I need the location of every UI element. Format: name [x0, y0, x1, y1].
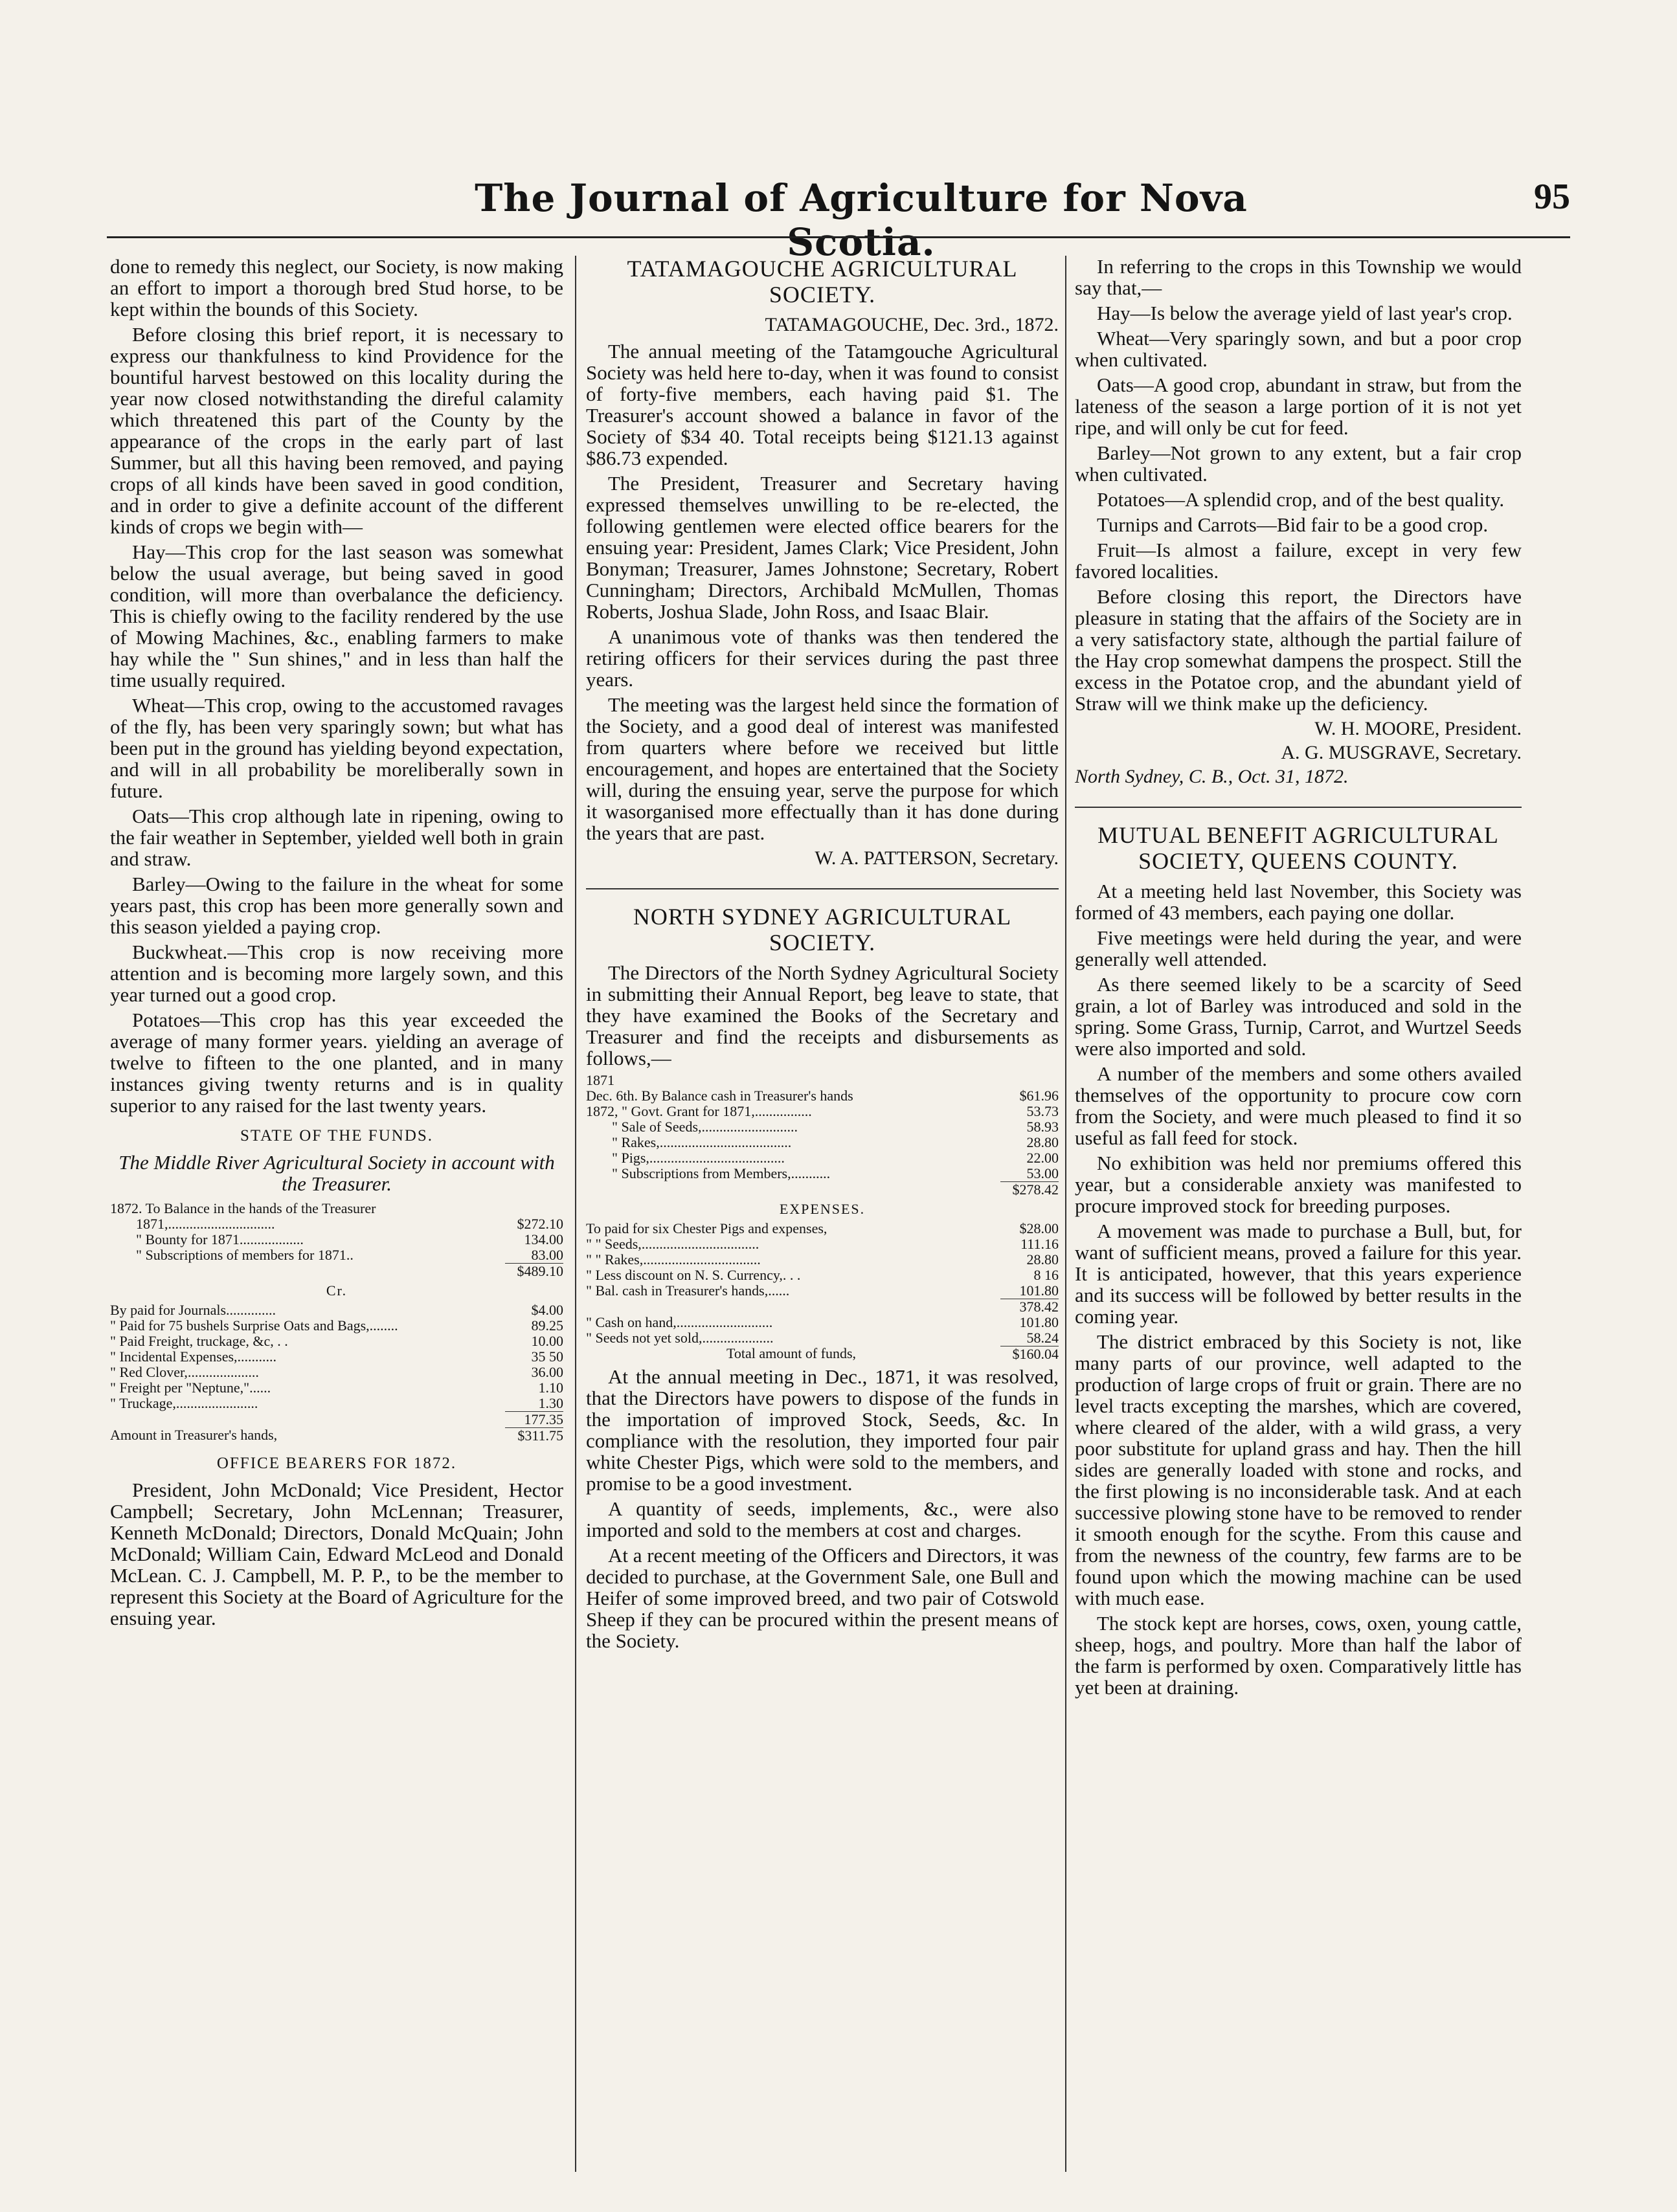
treasurer-account — [110, 1201, 563, 1444]
account-value: 10.00 — [531, 1333, 563, 1349]
account-label: " Bounty for 1871.................. — [136, 1232, 304, 1247]
paragraph: President, John McDonald; Vice President, Hector Campbell; Secretary, John McLennan; Treasurer, Kenneth McDonald; Directors, Donald McQuain; John McDonald; William Cain, Edward McLeod and Donald McLean. C. J. Campbell, M. P. P., to be the member to represent this Society at the Board of Agriculture for the ensuing year. — [110, 1479, 563, 1629]
account-label: " Red Clover,.................... — [110, 1365, 259, 1380]
account-value: 58.24 — [1026, 1330, 1059, 1346]
paragraph: Oats—A good crop, abundant in straw, but from the lateness of the season a large portion of it is not yet ripe, and will only be cut for feed. — [1075, 374, 1522, 439]
paragraph: No exhibition was held nor premiums offered this year, but a considerable anxiety was manifested to procure improved stock for breeding purposes. — [1075, 1152, 1522, 1217]
signature: W. H. MOORE, President. — [1314, 718, 1522, 739]
account-subtotal: 378.42 — [1000, 1299, 1059, 1315]
account-value: $272.10 — [517, 1216, 563, 1232]
paragraph: Before closing this report, the Directors have pleasure in stating that the affairs of the Society are in a very satisfactory state, although the partial failure of the Hay crop somewhat dampens the prospect. Still the excess in the Potatoe crop, and the abundant yield of Straw will we think make up the deficiency. — [1075, 585, 1522, 715]
account-label: " Bal. cash in Treasurer's hands,...... — [586, 1283, 790, 1299]
place-date-line: North Sydney, C. B., Oct. 31, 1872. — [1075, 766, 1349, 787]
account-label: " Rakes,..................................... — [612, 1135, 792, 1150]
account-label: " Incidental Expenses,........... — [110, 1349, 277, 1365]
paragraph: Wheat—Very sparingly sown, and but a poor crop when cultivated. — [1075, 327, 1522, 371]
paragraph: In referring to the crops in this Township we would say that,— — [1075, 256, 1522, 299]
paragraph: At a meeting held last November, this Society was formed of 43 members, each paying one dollar. — [1075, 880, 1522, 924]
paragraph: Oats—This crop although late in ripening, owing to the fair weather in September, yielded well both in grain and straw. — [110, 805, 563, 870]
paragraph: Barley—Not grown to any extent, but a fair crop when cultivated. — [1075, 441, 1522, 486]
account-value: 101.80 — [1019, 1314, 1059, 1330]
account-label: Dec. 6th. By Balance cash in Treasurer's hands — [586, 1088, 853, 1104]
paragraph: done to remedy this neglect, our Society, is now making an effort to import a thorough bred Stud horse, to be kept within the bounds of this Society. — [110, 256, 563, 320]
account-label: 1872. To Balance in the hands of the Treasurer — [110, 1201, 376, 1216]
account-label: 1871,.............................. — [136, 1216, 275, 1232]
paragraph: Potatoes—A splendid crop, and of the best quality. — [1097, 488, 1505, 511]
account-label: " Freight per "Neptune,"...... — [110, 1380, 271, 1396]
account-value: 36.00 — [531, 1364, 563, 1380]
account-label: " Cash on hand,........................... — [586, 1315, 773, 1330]
column-3 — [1075, 256, 1522, 2182]
paragraph: Barley—Owing to the failure in the wheat for some years past, this crop has been more generally sown and this season yielded a paying crop. — [110, 873, 563, 938]
paragraph: A movement was made to purchase a Bull, but, for want of sufficient means, proved a failure for this year. It is anticipated, however, that this years experience and its success will be followed by better results in the coming year. — [1075, 1220, 1522, 1328]
account-label: To paid for six Chester Pigs and expenses, — [586, 1221, 827, 1236]
account-value: 28.80 — [1026, 1251, 1059, 1268]
paragraph: The Directors of the North Sydney Agricultural Society in submitting their Annual Report, beg leave to state, that they have examined the Books of the Secretary and Treasurer and find the receipts and disbursements as follows,— — [586, 961, 1059, 1069]
journal-masthead: The Journal of Agriculture for Nova Scotia. — [475, 176, 1248, 264]
section-heading: OFFICE BEARERS FOR 1872. — [216, 1455, 457, 1472]
paragraph: At the annual meeting in Dec., 1871, it was resolved, that the Directors have powers to dispose of the funds in the importation of improved Stock, Seeds, &c. In compliance with the resolution, they imported four pair white Chester Pigs, which were sold to the members, and promise to be a good investment. — [586, 1365, 1059, 1495]
account-year: 1871 — [586, 1072, 614, 1088]
paragraph: The district embraced by this Society is not, like many parts of our province, well adapted to the production of large crops of fruit or grain. There are no level tracts excepting the marshes, which are covered, where cleared of the alder, with a wild grass, a very poor substitute for upland grass and hay. Then the hill sides are generally loaded with stone and rocks, and the first plowing is no inconsiderable task. And at each successive plowing stone have to be removed to render it smooth enough for the scythe. From this cause and from the newness of the country, few farms are to be found upon which the mowing machine can be used with much ease. — [1075, 1330, 1522, 1609]
account-value: 111.16 — [1020, 1236, 1059, 1252]
header-rule — [107, 236, 1570, 238]
article-heading: NORTH SYDNEY AGRICULTURAL SOCIETY. — [633, 904, 1012, 955]
account-value: 89.25 — [531, 1317, 563, 1334]
account-label: " " Seeds,................................. — [586, 1236, 760, 1252]
column-1 — [110, 256, 563, 2182]
paragraph: Potatoes—This crop has this year exceeded the average of many former years. yielding an average of twelve to fifteen to the one planted, and in many instances giving twenty returns and is in quality superior to any raised for the last twenty years. — [110, 1009, 563, 1117]
section-heading: STATE OF THE FUNDS. — [240, 1127, 434, 1145]
account-label: Total amount of funds, — [726, 1346, 857, 1361]
account-label: 1872, " Govt. Grant for 1871,................ — [586, 1104, 812, 1119]
column-divider-1 — [575, 256, 576, 2172]
account-subtotal: $278.42 — [1000, 1181, 1059, 1198]
account-label: " Subscriptions from Members,........... — [612, 1166, 831, 1181]
paragraph: A number of the members and some others availed themselves of the opportunity to procure cow corn from the Society, and were much pleased to find it so useful as fall feed for stock. — [1075, 1062, 1522, 1149]
account-total: $311.75 — [505, 1427, 563, 1444]
account-label: " Less discount on N. S. Currency,. . . — [586, 1268, 801, 1283]
account-value — [505, 1201, 563, 1216]
account-title: The Middle River Agricultural Society in account with the Treasurer. — [118, 1151, 555, 1195]
account-value: 101.80 — [1019, 1282, 1059, 1299]
account-value: 53.73 — [1026, 1103, 1059, 1119]
paragraph: The meeting was the largest held since the formation of the Society, and a good deal of interest was manifested from quarters where before we received but little encouragement, and hopes are entertained that the Society will, during the ensuing year, serve the purpose for which it wasorganised more effectually than it has done during the years that are past. — [586, 693, 1059, 844]
account-subtotal: $489.10 — [505, 1263, 563, 1279]
account-label: " Subscriptions of members for 1871.. — [136, 1247, 354, 1263]
account-label: " Pigs,...................................... — [612, 1150, 785, 1166]
paragraph: The annual meeting of the Tatamgouche Agricultural Society was held here to-day, when it was found to consist of forty-five members, each having paid $1. The Treasurer's account showed a balance in favor of the Society of $34 40. Total receipts being $121.13 against $86.73 expended. — [586, 340, 1059, 469]
paragraph: A unanimous vote of thanks was then tendered the retiring officers for their services during the past three years. — [586, 625, 1059, 691]
account-label: " Sale of Seeds,........................... — [612, 1119, 798, 1135]
account-label: " " Rakes,................................. — [586, 1252, 761, 1268]
expenses-label: EXPENSES. — [779, 1201, 866, 1217]
account-subtotal: 177.35 — [505, 1411, 563, 1427]
account-value: 35 50 — [531, 1348, 563, 1365]
column-2 — [586, 256, 1059, 2182]
article-heading: MUTUAL BENEFIT AGRICULTURAL SOCIETY, QUEENS COUNTY. — [1097, 822, 1499, 874]
account-value: $28.00 — [1019, 1220, 1059, 1236]
account-value: 83.00 — [531, 1247, 563, 1263]
paragraph: Fruit—Is almost a failure, except in very few favored localities. — [1075, 539, 1522, 583]
signature: W. A. PATTERSON, Secretary. — [815, 847, 1059, 869]
paragraph: The stock kept are horses, cows, oxen, young cattle, sheep, hogs, and poultry. More than half the labor of the farm is performed by oxen. Comparatively little has yet been at draining. — [1075, 1612, 1522, 1699]
signature: A. G. MUSGRAVE, Secretary. — [1281, 742, 1522, 763]
paragraph: Buckwheat.—This crop is now receiving more attention and is becoming more largely sown, and this year turned out a good crop. — [110, 941, 563, 1006]
account-value: 58.93 — [1026, 1119, 1059, 1135]
paragraph: Before closing this brief report, it is necessary to express our thankfulness to kind Providence for the bountiful harvest bestowed on this locality during the year now closed notwithstanding the direful calamity which threatened this part of the County by the appearance of the crops in the early part of last Summer, but all this having been removed, and paying crops of all kinds have been saved in good condition, and in order to give a definite account of the different kinds of crops we begin with— — [110, 323, 563, 538]
article-heading: TATAMAGOUCHE AGRICULTURAL SOCIETY. — [627, 256, 1018, 307]
account-label: " Truckage,....................... — [110, 1396, 258, 1411]
account-total: $160.04 — [1000, 1346, 1059, 1362]
account-value: 28.80 — [1026, 1134, 1059, 1150]
credit-label: Cr. — [326, 1282, 348, 1299]
account-value: 22.00 — [1026, 1150, 1059, 1166]
paragraph: Hay—This crop for the last season was somewhat below the usual average, but being saved in good condition, will more than overbalance the deficiency. This is chiefly owing to the facility rendered by the use of Mowing Machines, &c., enabling farmers to make hay while the " Sun shines," and in less than half the time usually required. — [110, 541, 563, 691]
paragraph: The President, Treasurer and Secretary having expressed themselves unwilling to be re-elected, the following gentlemen were elected office bearers for the ensuing year: President, James Clark; Vice President, John Bonyman; Treasurer, James Johnstone; Secretary, Robert Cunningham; Directors, Archibald McMullen, Thomas Roberts, Joshua Slade, John Ross, and Isaac Blair. — [586, 472, 1059, 623]
article-separator — [586, 888, 1059, 889]
paragraph: A quantity of seeds, implements, &c., were also imported and sold to the members at cost and charges. — [586, 1497, 1059, 1541]
account-label: " Paid Freight, truckage, &c, . . — [110, 1334, 288, 1349]
account-value: 8 16 — [1033, 1267, 1059, 1283]
column-divider-2 — [1065, 256, 1066, 2172]
account-value: $4.00 — [531, 1302, 563, 1318]
paragraph: At a recent meeting of the Officers and Directors, it was decided to purchase, at the Government Sale, one Bull and Heifer of some improved breed, and two pair of Cotswold Sheep if they can be procured within the present means of the Society. — [586, 1544, 1059, 1652]
paragraph: Hay—Is below the average yield of last year's crop. — [1097, 302, 1513, 324]
account-value: 53.00 — [1026, 1165, 1059, 1181]
account-label: " Paid for 75 bushels Surprise Oats and Bags,........ — [110, 1318, 398, 1334]
page-number: 95 — [1534, 177, 1570, 217]
account-value: 1.30 — [538, 1395, 563, 1411]
paragraph: Wheat—This crop, owing to the accustomed ravages of the fly, has been very sparingly sown; but what has been put in the ground has yielding beyond expectation, and will in all probability be moreliberally sown in future. — [110, 694, 563, 802]
paragraph: As there seemed likely to be a scarcity of Seed grain, a lot of Barley was introduced and sold in the spring. Some Grass, Turnip, Carrot, and Wurtzel Seeds were also imported and sold. — [1075, 973, 1522, 1060]
account-label: By paid for Journals.............. — [110, 1302, 276, 1318]
receipts-account — [586, 1073, 1059, 1362]
account-label: Amount in Treasurer's hands, — [110, 1427, 278, 1443]
paragraph: Turnips and Carrots—Bid fair to be a good crop. — [1097, 513, 1489, 536]
article-separator — [1075, 807, 1522, 808]
paragraph: Five meetings were held during the year, and were generally well attended. — [1075, 926, 1522, 970]
account-label: " Seeds not yet sold,.................... — [586, 1330, 774, 1346]
account-value: 134.00 — [524, 1231, 563, 1247]
dateline: TATAMAGOUCHE, Dec. 3rd., 1872. — [765, 314, 1059, 335]
account-value: 1.10 — [538, 1380, 563, 1396]
account-value: $61.96 — [1019, 1088, 1059, 1104]
